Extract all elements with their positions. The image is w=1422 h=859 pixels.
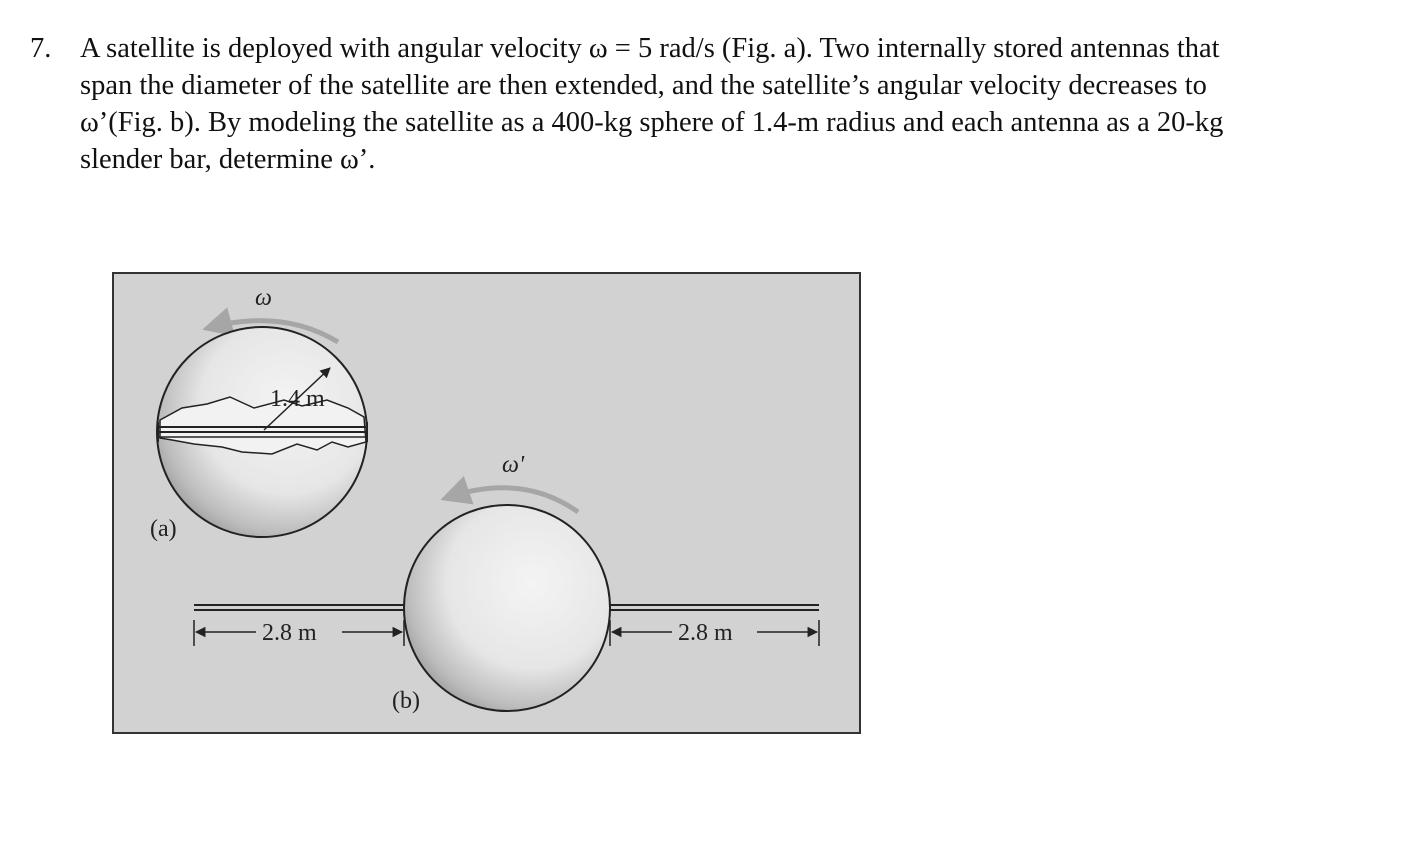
problem-line-4: slender bar, determine ω’. xyxy=(80,144,376,175)
omega-label-a: ω xyxy=(255,285,272,311)
problem-text xyxy=(80,30,1380,178)
satellite-figure-svg xyxy=(112,272,861,734)
panel-label-b: (b) xyxy=(392,688,420,714)
dim-left-label: 2.8 m xyxy=(262,620,317,646)
dim-right-label: 2.8 m xyxy=(678,620,733,646)
satellite-figure xyxy=(112,272,861,734)
problem-number: 7. xyxy=(30,33,52,64)
problem-line-1: A satellite is deployed with angular velocity ω = 5 rad/s (Fig. a). Two internally stored antennas that xyxy=(80,33,1220,64)
omega-prime-label-b: ω' xyxy=(502,452,525,478)
radius-label-a: 1.4 m xyxy=(270,386,325,412)
panel-label-a: (a) xyxy=(150,516,177,542)
problem-line-3: ω’(Fig. b). By modeling the satellite as a 400-kg sphere of 1.4-m radius and each antenna as a 20-kg xyxy=(80,107,1224,138)
problem-line-2: span the diameter of the satellite are then extended, and the satellite’s angular velocity decreases to xyxy=(80,70,1207,101)
satellite-sphere-b xyxy=(404,505,610,711)
